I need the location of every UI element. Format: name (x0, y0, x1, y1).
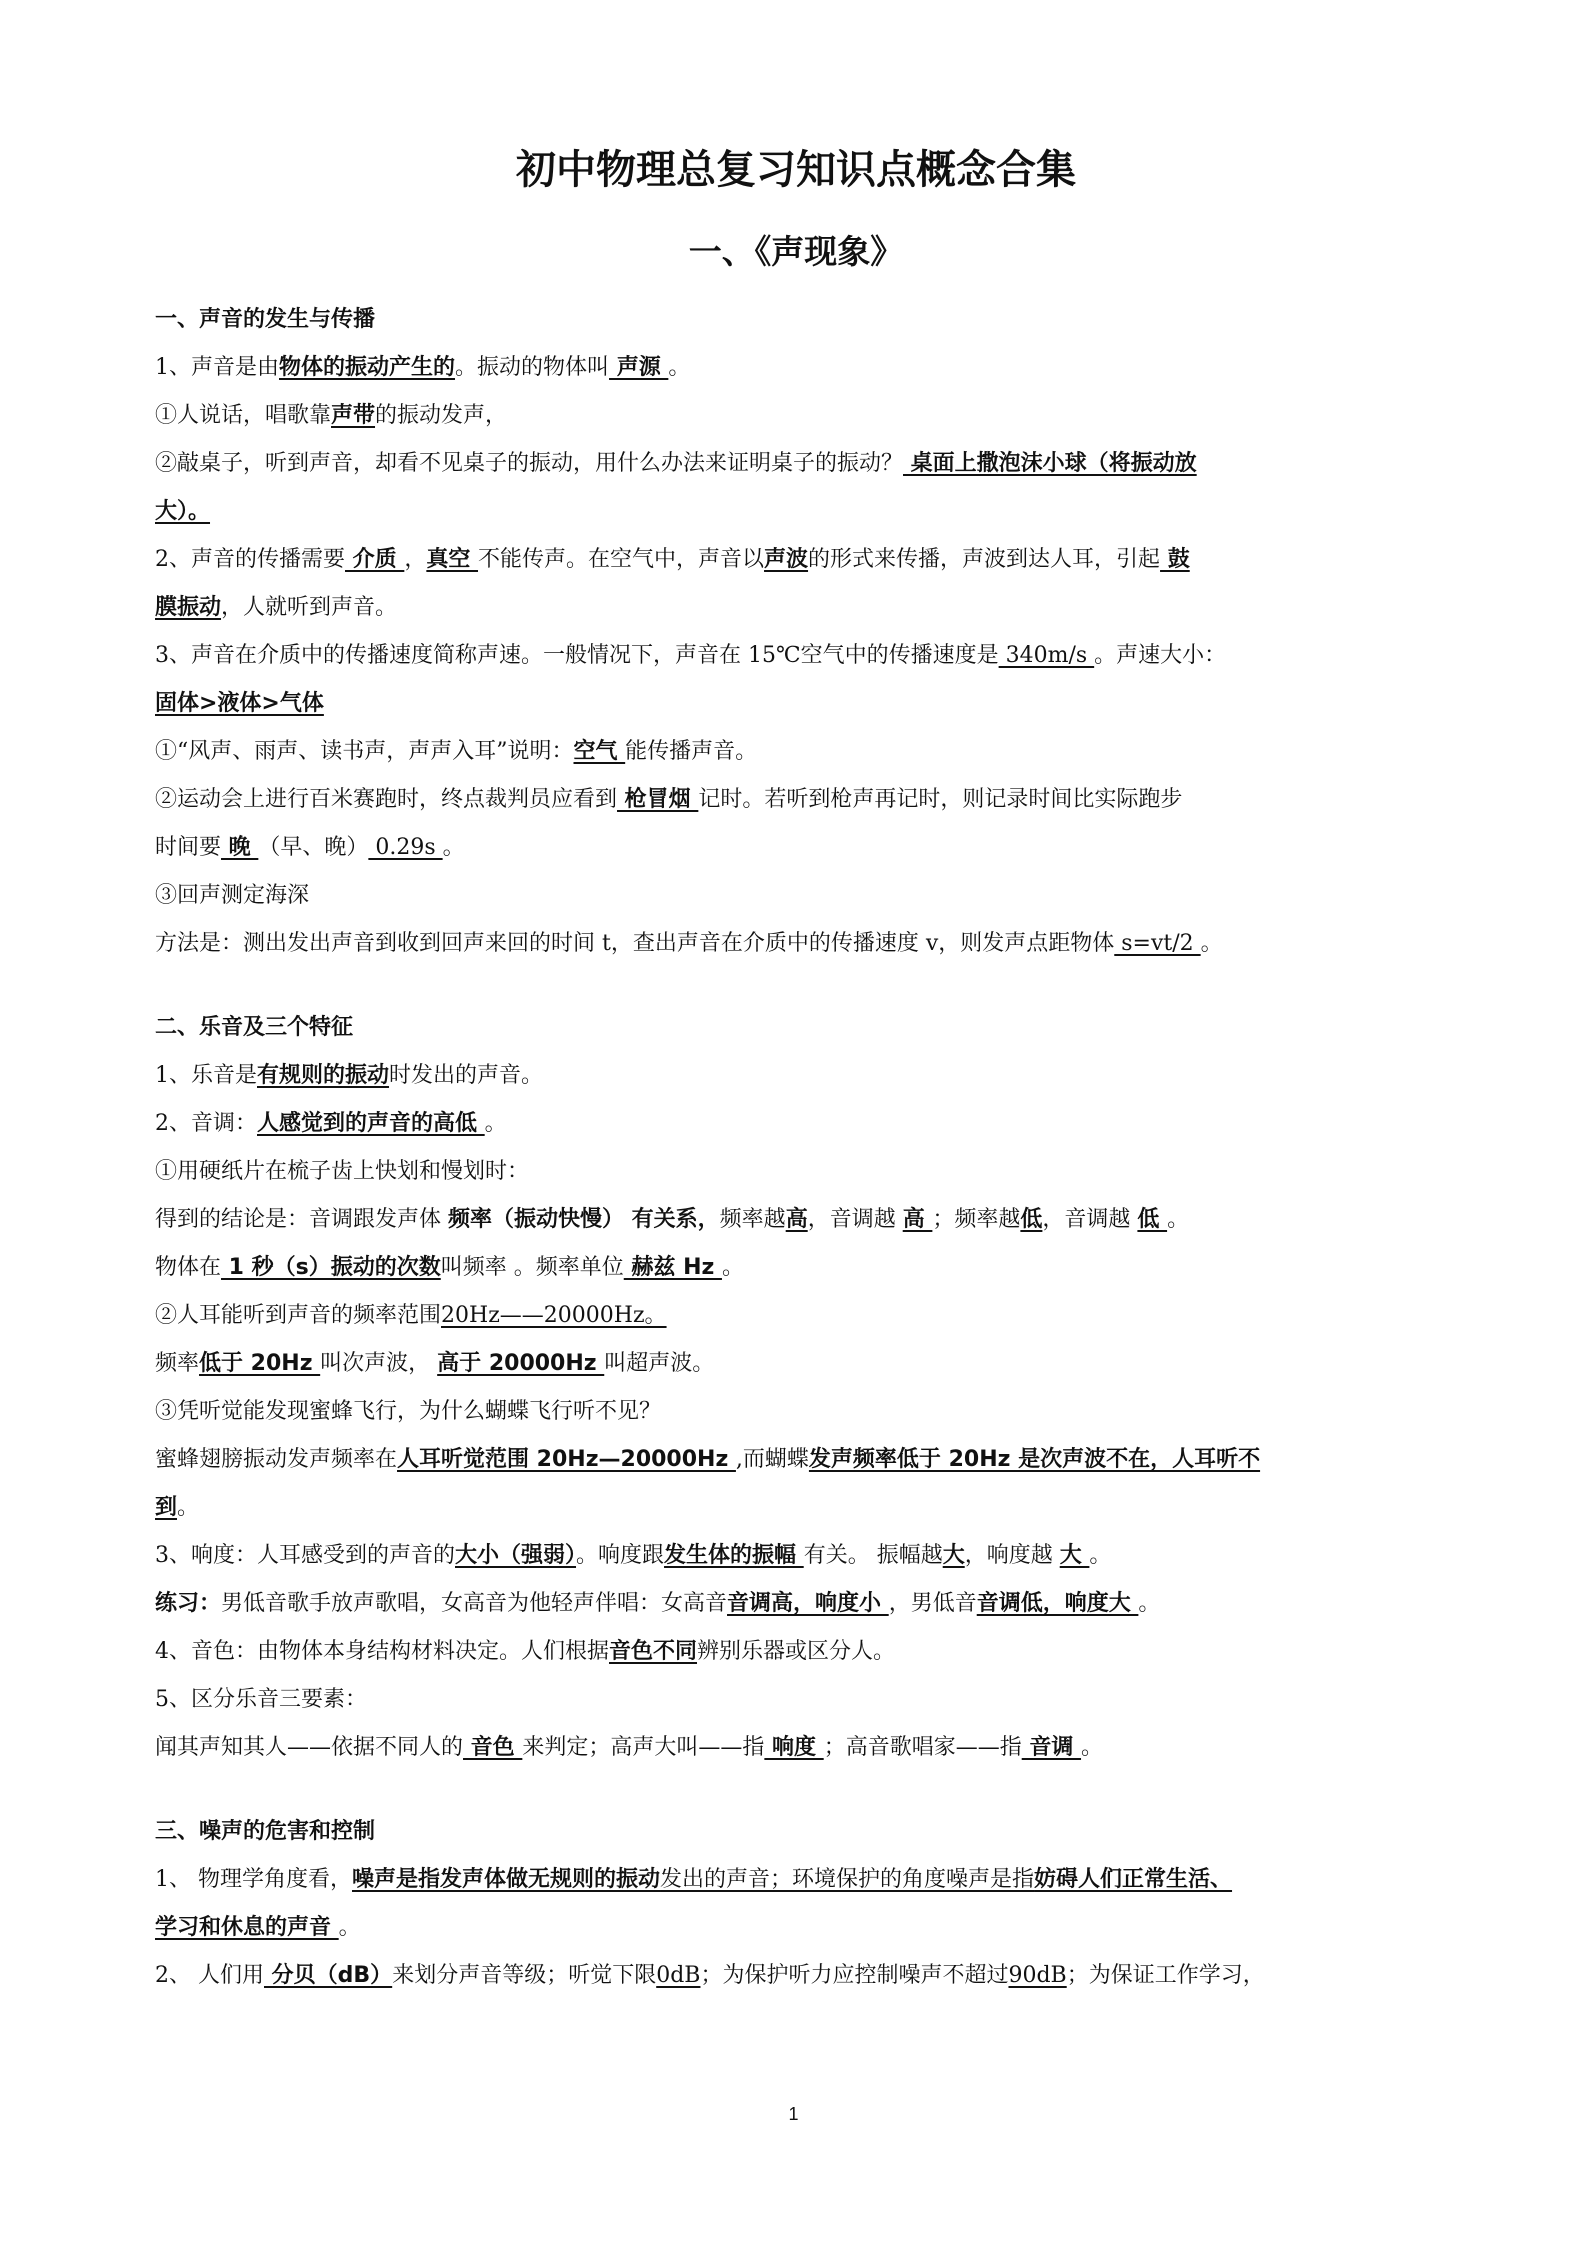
text-run: 。 (1089, 1543, 1112, 1568)
text-run: 能传播声音。 (625, 739, 758, 764)
text-run: 。 (1138, 1591, 1161, 1616)
answer-underlined: 噪声是指发声体做无规则的振动 (352, 1867, 661, 1892)
text-run: 。 (484, 1111, 507, 1136)
paragraph-line (155, 1340, 1437, 1388)
text-run: 1、声音是由 (155, 355, 279, 380)
answer-underlined: 低于 20Hz (199, 1351, 321, 1376)
paragraph-line (155, 776, 1437, 824)
text-run: 3、响度：人耳感受到的声音的 (155, 1543, 455, 1568)
answer-underlined: 声源 (609, 355, 669, 380)
answer-underlined: 音调低，响度大 (976, 1591, 1139, 1616)
text-run: 来判定；高声大叫——指 (522, 1735, 765, 1760)
text-run: ②敲桌子，听到声音，却看不见桌子的振动，用什么办法来证明桌子的振动？ (155, 451, 904, 476)
paragraph-line (155, 1196, 1437, 1244)
text-run: 记时。若听到枪声再记时，则记录时间比实际跑步 (698, 787, 1183, 812)
text-run: 叫超声波。 (604, 1351, 715, 1376)
answer-underlined: 大）。 (155, 499, 211, 524)
text-run: 时间要 (155, 835, 222, 860)
chapter-title: 一、《声现象》 (688, 232, 904, 271)
section-spacer (155, 1772, 1437, 1808)
answer-underlined: 晚 (221, 835, 259, 860)
paragraph-line (155, 584, 1437, 632)
text-run: 。 (721, 1255, 744, 1280)
text-run: 。 (1167, 1207, 1190, 1232)
paragraph-line (155, 1532, 1437, 1580)
text-run: 。响度跟 (576, 1543, 665, 1568)
text-run: ,而蝴蝶 (735, 1447, 809, 1472)
text-run: 物体在 (155, 1255, 222, 1280)
paragraph-line (155, 536, 1437, 584)
paragraph-line: ③回声测定海深 (155, 883, 310, 908)
answer-underlined: 0dB (656, 1963, 701, 1988)
text-run: 3、声音在介质中的传播速度简称声速。一般情况下，声音在 15℃空气中的传播速度是 (155, 643, 999, 668)
section-sound-production (155, 296, 1437, 968)
answer-underlined: 0.29s (368, 835, 443, 860)
text-run: 4、音色：由物体本身结构材料决定。人们根据 (155, 1639, 609, 1664)
answer-underlined: 声带 (331, 403, 376, 428)
page-number: 1 (788, 2104, 799, 2124)
paragraph-line (155, 920, 1437, 968)
answer-underlined: 有规则的振动 (257, 1063, 390, 1088)
answer-underlined: 高于 20000Hz (437, 1351, 605, 1376)
answer-underlined: 介质 (345, 547, 405, 572)
answer-underlined: 大 (1059, 1543, 1090, 1568)
answer-underlined: 音调高，响度小 (727, 1591, 889, 1616)
paragraph-line (155, 680, 1437, 728)
text-run: 频率越 (719, 1207, 786, 1232)
text-run: ①“风声、雨声、读书声，声声入耳”说明： (155, 739, 574, 764)
text-run: ；频率越 (932, 1207, 1021, 1232)
answer-underlined: 固体>液体>气体 (155, 691, 324, 716)
text-underlined: 发出的声音；环境保护的角度噪声是指 (660, 1867, 1035, 1892)
text-run: 1、 物理学角度看， (155, 1867, 352, 1892)
answer-underlined: 340m/s (998, 643, 1095, 668)
text-run: 叫频率 。频率单位 (440, 1255, 624, 1280)
text-run: ②运动会上进行百米赛跑时，终点裁判员应看到 (155, 787, 618, 812)
text-run: 得到的结论是：音调跟发声体 (155, 1207, 448, 1232)
answer-underlined: 赫兹 Hz (623, 1255, 722, 1280)
text-run: 频率 (155, 1351, 200, 1376)
text-run: 。 (338, 1915, 361, 1940)
text-run: 不能传声。在空气中，声音以 (478, 547, 765, 572)
section-spacer (155, 968, 1437, 1004)
answer-underlined: 真空 (426, 547, 479, 572)
text-run: 的形式来传播，声波到达人耳，引起 (808, 547, 1161, 572)
paragraph-line (155, 1856, 1437, 1904)
answer-underlined: 发生体的振幅 (664, 1543, 804, 1568)
answer-underlined: 大小（强弱） (455, 1543, 577, 1568)
paragraph-line (155, 1484, 1437, 1532)
text-run: ；高音歌唱家——指 (823, 1735, 1022, 1760)
text-run: ，人就听到声音。 (221, 595, 398, 620)
text-run: ，响度越 (964, 1543, 1060, 1568)
answer-underlined: s=vt/2 (1114, 931, 1201, 956)
paragraph-line (155, 1580, 1437, 1628)
paragraph-line (155, 1628, 1437, 1676)
text-run: 2、声音的传播需要 (155, 547, 345, 572)
text-run: ②人耳能听到声音的频率范围 (155, 1303, 442, 1328)
text-run: 。 (177, 1495, 200, 1520)
answer-underlined: 人耳听觉范围 20Hz—20000Hz (397, 1447, 736, 1472)
text-run: 。 (668, 355, 691, 380)
text-run: ；为保护听力应控制噪声不超过 (700, 1963, 1009, 1988)
text-run: 。声速大小： (1094, 643, 1227, 668)
answer-underlined: 分贝（dB） (264, 1963, 393, 1988)
paragraph-line: ①用硬纸片在梳子齿上快划和慢划时： (155, 1159, 530, 1184)
text-run: ①人说话，唱歌靠 (155, 403, 332, 428)
paragraph-line (155, 1724, 1437, 1772)
answer-underlined: 音色不同 (609, 1639, 698, 1664)
text-run: 来划分声音等级；听觉下限 (392, 1963, 657, 1988)
answer-underlined: 大 (942, 1543, 965, 1568)
text-run: 的振动发声， (375, 403, 508, 428)
paragraph-line (155, 344, 1437, 392)
paragraph-line: ③凭听觉能发现蜜蜂飞行，为什么蝴蝶飞行听不见？ (155, 1399, 662, 1424)
answer-underlined: 1 秒（s）振动的次数 (221, 1255, 441, 1280)
text-run: 辨别乐器或区分人。 (697, 1639, 896, 1664)
answer-underlined: 物体的振动产生的 (279, 355, 456, 380)
answer-underlined: 鼓 (1160, 547, 1190, 572)
paragraph-line (155, 1100, 1437, 1148)
text-run: （早、晚） (258, 835, 369, 860)
document-title: 初中物理总复习知识点概念合集 (516, 147, 1076, 193)
exercise-label: 练习： (155, 1591, 222, 1616)
paragraph-line (155, 1292, 1437, 1340)
text-run: ；为保证工作学习， (1066, 1963, 1265, 1988)
text-run: 1、乐音是 (155, 1063, 257, 1088)
paragraph-line (155, 728, 1437, 776)
paragraph-line (155, 824, 1437, 872)
paragraph-line (155, 440, 1437, 488)
text-run: 男低音歌手放声歌唱，女高音为他轻声伴唱：女高音 (221, 1591, 728, 1616)
text-run: ， (404, 547, 427, 572)
answer-underlined: 高 (902, 1207, 933, 1232)
section-heading: 三、噪声的危害和控制 (155, 1819, 376, 1844)
answer-underlined: 声波 (764, 547, 809, 572)
text-run: ，音调越 (1042, 1207, 1138, 1232)
text-run: 。 (1200, 931, 1223, 956)
answer-underlined: 90dB (1008, 1963, 1067, 1988)
answer-underlined: 响度 (764, 1735, 824, 1760)
text-run: 叫次声波， (320, 1351, 438, 1376)
text-run: 闻其声知其人——依据不同人的 (155, 1735, 464, 1760)
section-noise (155, 1808, 1437, 2000)
answer-underlined: 发声频率低于 20Hz 是次声波不在，人耳听不 (808, 1447, 1261, 1472)
answer-underlined: 空气 (573, 739, 626, 764)
answer-underlined: 音调 (1021, 1735, 1082, 1760)
answer-underlined: 人感觉到的声音的高低 (257, 1111, 485, 1136)
paragraph-line (155, 1052, 1437, 1100)
section-heading: 一、声音的发生与传播 (155, 307, 376, 332)
section-heading: 二、乐音及三个特征 (155, 1015, 354, 1040)
answer-underlined: 妨碍人们正常生活、 (1034, 1867, 1233, 1892)
answer-underlined: 膜振动 (155, 595, 222, 620)
answer-underlined: 20Hz——20000Hz。 (441, 1303, 667, 1328)
text-run: 时发出的声音。 (389, 1063, 544, 1088)
answer-underlined: 音色 (463, 1735, 523, 1760)
text-run: 2、音调： (155, 1111, 257, 1136)
paragraph-line: 5、区分乐音三要素： (155, 1687, 367, 1712)
answer-underlined: 低 (1137, 1207, 1168, 1232)
answer-underlined: 枪冒烟 (617, 787, 699, 812)
text-run: 。 (1081, 1735, 1104, 1760)
text-run: 有关。 振幅越 (803, 1543, 943, 1568)
answer-underlined: 学习和休息的声音 (155, 1915, 339, 1940)
text-run: ，音调越 (807, 1207, 903, 1232)
text-run: 。 (442, 835, 465, 860)
text-run: ，男低音 (888, 1591, 977, 1616)
text-run: 。振动的物体叫 (455, 355, 610, 380)
answer-underlined: 到 (155, 1495, 178, 1520)
answer-bold: 频率（振动快慢） 有关系， (448, 1207, 720, 1232)
section-musical-sound (155, 1004, 1437, 1772)
text-run: 方法是：测出发出声音到收到回声来回的时间 t，查出声音在介质中的传播速度 v，则发声点距物体 (155, 931, 1115, 956)
paragraph-line (155, 1244, 1437, 1292)
paragraph-line (155, 632, 1437, 680)
answer-underlined: 高 (785, 1207, 808, 1232)
answer-underlined: 低 (1020, 1207, 1043, 1232)
paragraph-line (155, 1436, 1437, 1484)
paragraph-line (155, 1904, 1437, 1952)
answer-underlined: 桌面上撒泡沫小球（将振动放 (903, 451, 1197, 476)
text-run: 蜜蜂翅膀振动发声频率在 (155, 1447, 398, 1472)
paragraph-line (155, 1952, 1437, 2000)
paragraph-line (155, 488, 1437, 536)
paragraph-line (155, 392, 1437, 440)
text-run: 2、 人们用 (155, 1963, 264, 1988)
